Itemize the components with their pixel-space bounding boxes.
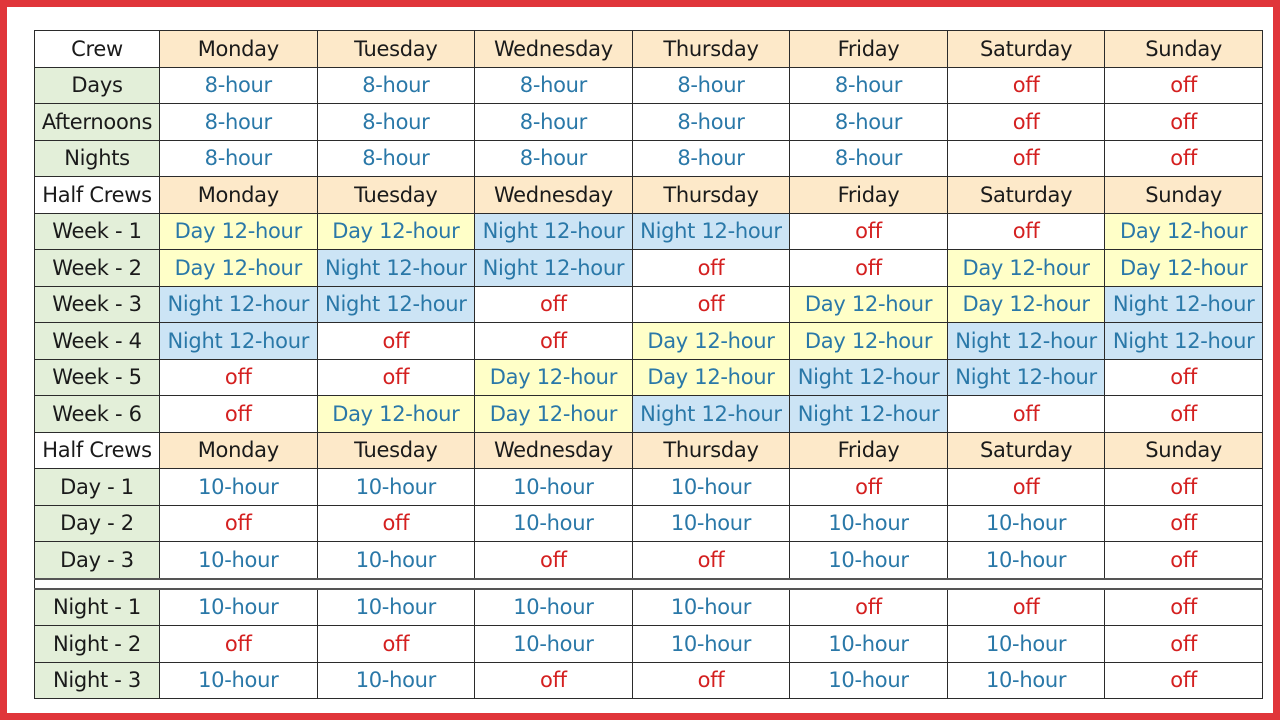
schedule-row-afternoons [35, 104, 1263, 141]
day-header-tuesday: Tuesday [317, 31, 475, 68]
shift-cell: off [632, 286, 790, 323]
shift-cell: off [1105, 505, 1263, 542]
shift-cell: Night 12-hour [1105, 286, 1263, 323]
shift-cell: Day 12-hour [947, 286, 1105, 323]
row-label: Day - 2 [35, 505, 160, 542]
schedule-row-week-4 [35, 323, 1263, 360]
schedule-row-night-1 [35, 589, 1263, 626]
shift-cell: off [947, 589, 1105, 626]
shift-cell: Day 12-hour [947, 250, 1105, 287]
shift-cell: off [790, 589, 948, 626]
day-header-thursday: Thursday [632, 432, 790, 469]
shift-cell: off [1105, 626, 1263, 663]
day-header-saturday: Saturday [947, 177, 1105, 214]
schedule-row-day-3 [35, 542, 1263, 579]
day-header-monday: Monday [160, 31, 318, 68]
shift-cell: off [1105, 542, 1263, 579]
shift-cell: Night 12-hour [632, 396, 790, 433]
shift-cell: Day 12-hour [160, 213, 318, 250]
day-header-saturday: Saturday [947, 432, 1105, 469]
schedule-row-week-6 [35, 396, 1263, 433]
shift-cell: off [317, 359, 475, 396]
row-label: Week - 3 [35, 286, 160, 323]
shift-cell: Day 12-hour [632, 323, 790, 360]
day-header-friday: Friday [790, 177, 948, 214]
shift-cell: off [632, 542, 790, 579]
shift-cell: off [160, 626, 318, 663]
row-label: Days [35, 67, 160, 104]
shift-cell: Night 12-hour [632, 213, 790, 250]
shift-cell: off [160, 396, 318, 433]
shift-cell: off [947, 104, 1105, 141]
shift-cell: 10-hour [632, 626, 790, 663]
schedule-row-night-2 [35, 626, 1263, 663]
shift-cell: off [475, 286, 633, 323]
row-label: Week - 5 [35, 359, 160, 396]
shift-cell: off [160, 359, 318, 396]
shift-cell: off [790, 250, 948, 287]
shift-cell: off [1105, 104, 1263, 141]
shift-cell: off [632, 250, 790, 287]
schedule-row-days [35, 67, 1263, 104]
shift-cell: 10-hour [790, 505, 948, 542]
shift-cell: Night 12-hour [475, 213, 633, 250]
day-header-saturday: Saturday [947, 31, 1105, 68]
shift-cell: 8-hour [475, 104, 633, 141]
shift-cell: off [947, 396, 1105, 433]
shift-cell: 8-hour [317, 67, 475, 104]
shift-cell: 10-hour [790, 542, 948, 579]
separator-bar [35, 579, 1263, 589]
row-label: Night - 1 [35, 589, 160, 626]
day-header-sunday: Sunday [1105, 31, 1263, 68]
shift-cell: 10-hour [317, 662, 475, 699]
shift-cell: Day 12-hour [160, 250, 318, 287]
schedule-body [35, 31, 1263, 699]
shift-cell: 10-hour [317, 589, 475, 626]
shift-cell: 10-hour [632, 589, 790, 626]
day-header-tuesday: Tuesday [317, 177, 475, 214]
shift-cell: off [317, 323, 475, 360]
day-header-sunday: Sunday [1105, 432, 1263, 469]
day-header-thursday: Thursday [632, 31, 790, 68]
shift-cell: Night 12-hour [947, 359, 1105, 396]
shift-cell: Day 12-hour [475, 396, 633, 433]
row-label: Week - 1 [35, 213, 160, 250]
day-header-monday: Monday [160, 177, 318, 214]
day-header-sunday: Sunday [1105, 177, 1263, 214]
corner-header: Crew [35, 31, 160, 68]
shift-cell: off [790, 469, 948, 506]
shift-cell: 10-hour [632, 505, 790, 542]
schedule-row-day-2 [35, 505, 1263, 542]
schedule-row-week-5 [35, 359, 1263, 396]
row-label: Afternoons [35, 104, 160, 141]
shift-cell: Night 12-hour [317, 250, 475, 287]
shift-cell: 8-hour [790, 67, 948, 104]
shift-cell: Day 12-hour [317, 213, 475, 250]
day-header-wednesday: Wednesday [475, 31, 633, 68]
shift-cell: 10-hour [160, 589, 318, 626]
shift-cell: Night 12-hour [160, 286, 318, 323]
shift-cell: off [475, 662, 633, 699]
shift-cell: off [475, 323, 633, 360]
shift-cell: off [947, 213, 1105, 250]
shift-cell: off [1105, 662, 1263, 699]
half-crews-header-row [35, 177, 1263, 214]
shift-cell: off [160, 505, 318, 542]
shift-cell: 10-hour [160, 542, 318, 579]
row-label: Day - 1 [35, 469, 160, 506]
shift-cell: 8-hour [475, 140, 633, 177]
row-label: Day - 3 [35, 542, 160, 579]
corner-header: Half Crews [35, 432, 160, 469]
shift-cell: 8-hour [790, 140, 948, 177]
shift-cell: off [790, 213, 948, 250]
shift-cell: 10-hour [317, 469, 475, 506]
row-label: Week - 2 [35, 250, 160, 287]
shift-cell: 8-hour [160, 67, 318, 104]
shift-cell: 8-hour [317, 104, 475, 141]
shift-cell: 10-hour [317, 542, 475, 579]
shift-cell: 8-hour [632, 140, 790, 177]
shift-cell: off [317, 626, 475, 663]
shift-cell: Day 12-hour [790, 286, 948, 323]
row-label: Nights [35, 140, 160, 177]
row-label: Night - 2 [35, 626, 160, 663]
shift-cell: Day 12-hour [317, 396, 475, 433]
schedule-row-week-2 [35, 250, 1263, 287]
shift-cell: Day 12-hour [1105, 250, 1263, 287]
shift-cell: 10-hour [475, 626, 633, 663]
shift-cell: off [947, 469, 1105, 506]
shift-cell: 8-hour [160, 104, 318, 141]
shift-cell: 8-hour [475, 67, 633, 104]
crew-header-row [35, 31, 1263, 68]
shift-cell: 8-hour [632, 67, 790, 104]
shift-cell: off [947, 140, 1105, 177]
shift-cell: 10-hour [947, 662, 1105, 699]
shift-schedule-table [34, 30, 1263, 699]
day-header-monday: Monday [160, 432, 318, 469]
shift-cell: 10-hour [160, 662, 318, 699]
corner-header: Half Crews [35, 177, 160, 214]
shift-cell: off [317, 505, 475, 542]
shift-cell: off [1105, 67, 1263, 104]
day-header-tuesday: Tuesday [317, 432, 475, 469]
day-header-friday: Friday [790, 432, 948, 469]
shift-cell: Night 12-hour [317, 286, 475, 323]
day-header-thursday: Thursday [632, 177, 790, 214]
schedule-row-day-1 [35, 469, 1263, 506]
shift-cell: 8-hour [790, 104, 948, 141]
day-header-friday: Friday [790, 31, 948, 68]
row-label: Week - 6 [35, 396, 160, 433]
shift-cell: off [947, 67, 1105, 104]
shift-cell: Night 12-hour [947, 323, 1105, 360]
schedule-row-nights [35, 140, 1263, 177]
shift-cell: off [1105, 140, 1263, 177]
row-label: Week - 4 [35, 323, 160, 360]
schedule-row-night-3 [35, 662, 1263, 699]
shift-cell: off [632, 662, 790, 699]
half-crews-10hr-header-row [35, 432, 1263, 469]
shift-cell: Night 12-hour [160, 323, 318, 360]
day-header-wednesday: Wednesday [475, 432, 633, 469]
day-night-separator [35, 579, 1263, 589]
shift-cell: Day 12-hour [790, 323, 948, 360]
shift-cell: Night 12-hour [790, 359, 948, 396]
shift-cell: Day 12-hour [1105, 213, 1263, 250]
shift-cell: 8-hour [160, 140, 318, 177]
shift-cell: Day 12-hour [632, 359, 790, 396]
shift-cell: Night 12-hour [790, 396, 948, 433]
shift-cell: 10-hour [475, 469, 633, 506]
row-label: Night - 3 [35, 662, 160, 699]
shift-cell: 10-hour [790, 662, 948, 699]
shift-cell: 10-hour [947, 542, 1105, 579]
shift-cell: 10-hour [947, 626, 1105, 663]
shift-cell: 10-hour [475, 589, 633, 626]
shift-cell: off [475, 542, 633, 579]
shift-cell: Night 12-hour [475, 250, 633, 287]
shift-cell: 8-hour [317, 140, 475, 177]
shift-cell: 10-hour [160, 469, 318, 506]
shift-cell: Day 12-hour [475, 359, 633, 396]
shift-cell: off [1105, 469, 1263, 506]
shift-cell: off [1105, 396, 1263, 433]
day-header-wednesday: Wednesday [475, 177, 633, 214]
schedule-row-week-1 [35, 213, 1263, 250]
shift-cell: 10-hour [947, 505, 1105, 542]
shift-cell: 10-hour [790, 626, 948, 663]
shift-cell: off [1105, 589, 1263, 626]
shift-cell: 10-hour [475, 505, 633, 542]
shift-cell: 8-hour [632, 104, 790, 141]
schedule-row-week-3 [35, 286, 1263, 323]
shift-cell: off [1105, 359, 1263, 396]
shift-cell: 10-hour [632, 469, 790, 506]
shift-cell: Night 12-hour [1105, 323, 1263, 360]
